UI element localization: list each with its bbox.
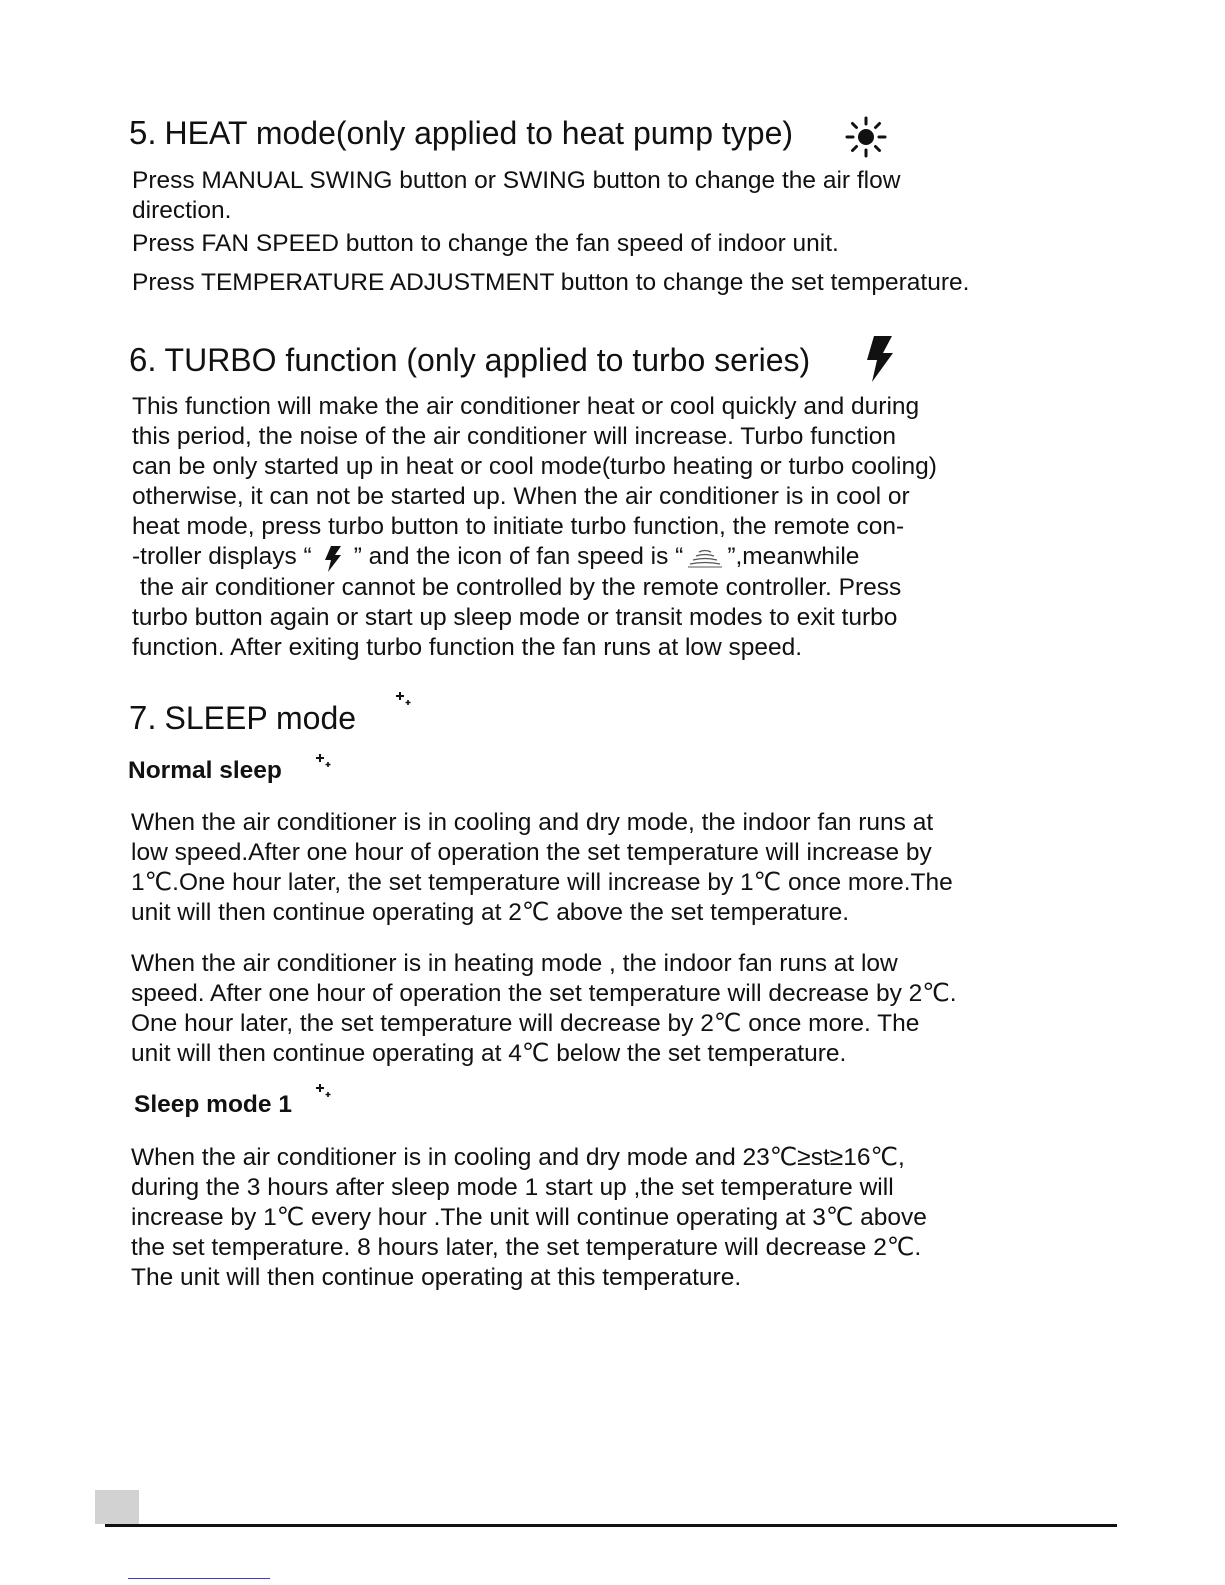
turbo-text-line: otherwise, it can not be started up. When the air conditioner is in cool or (132, 483, 910, 510)
section-number: 5. (129, 114, 157, 151)
sleep-mode-1-text-line: the set temperature. 8 hours later, the set temperature will decrease 2℃. (131, 1234, 922, 1261)
heat-text-line: direction. (132, 197, 232, 224)
normal-sleep-text-line: When the air conditioner is in heating mode , the indoor fan runs at low (131, 950, 898, 977)
turbo-text-line: This function will make the air conditioner heat or cool quickly and during (132, 393, 920, 420)
sleep-mode-1-title: Sleep mode 1 (134, 1091, 292, 1118)
heat-text-line: Press TEMPERATURE ADJUSTMENT button to change the set temperature. (132, 269, 970, 296)
turbo-display-text: ”,meanwhile (727, 543, 860, 570)
heat-mode-heading (129, 114, 793, 152)
page-number-box (95, 1490, 139, 1524)
normal-sleep-text-line: low speed.After one hour of operation the set temperature will increase by (131, 839, 932, 866)
heat-text-line: Press MANUAL SWING button or SWING button to change the air flow (132, 167, 901, 194)
turbo-display-text: -troller displays “ (132, 543, 312, 570)
turbo-display-line (132, 542, 859, 573)
normal-sleep-text-line: 1℃.One hour later, the set temperature will increase by 1℃ once more.The (131, 869, 953, 896)
moon-stars-icon (312, 1082, 348, 1122)
turbo-function-title: TURBO function (only applied to turbo series) (164, 342, 811, 378)
turbo-display-text: ” and the icon of fan speed is “ (353, 543, 684, 570)
sleep-mode-1-text-line: The unit will then continue operating at this temperature. (131, 1264, 742, 1291)
heat-text-line: Press FAN SPEED button to change the fan speed of indoor unit. (132, 230, 839, 257)
sleep-mode-1-text-line: When the air conditioner is in cooling and dry mode and 23℃≥st≥16℃, (131, 1144, 905, 1171)
section-number: 6. (129, 341, 157, 378)
normal-sleep-text-line: unit will then continue operating at 4℃ below the set temperature. (131, 1040, 847, 1067)
turbo-text-line: function. After exiting turbo function the fan runs at low speed. (132, 634, 803, 661)
footer-divider (105, 1524, 1117, 1527)
fan-speed-icon (685, 543, 725, 573)
sun-icon (845, 116, 887, 158)
footer-underline (128, 1578, 270, 1579)
moon-stars-icon (312, 752, 348, 792)
turbo-function-heading (129, 341, 810, 379)
moon-stars-icon (392, 690, 428, 730)
lightning-bolt-icon (862, 334, 896, 384)
normal-sleep-text-line: One hour later, the set temperature will decrease by 2℃ once more. The (131, 1010, 920, 1037)
heat-mode-title: HEAT mode(only applied to heat pump type) (164, 115, 794, 151)
turbo-text-line: this period, the noise of the air conditioner will increase. Turbo function (132, 423, 897, 450)
sleep-mode-heading (129, 699, 356, 737)
sleep-mode-title: SLEEP mode (164, 700, 357, 736)
turbo-text-line: the air conditioner cannot be controlled by the remote controller. Press (140, 574, 902, 601)
lightning-bolt-icon (314, 543, 352, 573)
normal-sleep-text-line: When the air conditioner is in cooling and dry mode, the indoor fan runs at (131, 809, 934, 836)
section-number: 7. (129, 699, 157, 736)
normal-sleep-text-line: unit will then continue operating at 2℃ above the set temperature. (131, 899, 850, 926)
sleep-mode-1-text-line: increase by 1℃ every hour .The unit will continue operating at 3℃ above (131, 1204, 927, 1231)
sleep-mode-1-text-line: during the 3 hours after sleep mode 1 start up ,the set temperature will (131, 1174, 894, 1201)
normal-sleep-title: Normal sleep (128, 757, 282, 784)
turbo-text-line: heat mode, press turbo button to initiate turbo function, the remote con- (132, 513, 905, 540)
normal-sleep-text-line: speed. After one hour of operation the set temperature will decrease by 2℃. (131, 980, 957, 1007)
turbo-text-line: turbo button again or start up sleep mode or transit modes to exit turbo (132, 604, 898, 631)
turbo-text-line: can be only started up in heat or cool mode(turbo heating or turbo cooling) (132, 453, 937, 480)
